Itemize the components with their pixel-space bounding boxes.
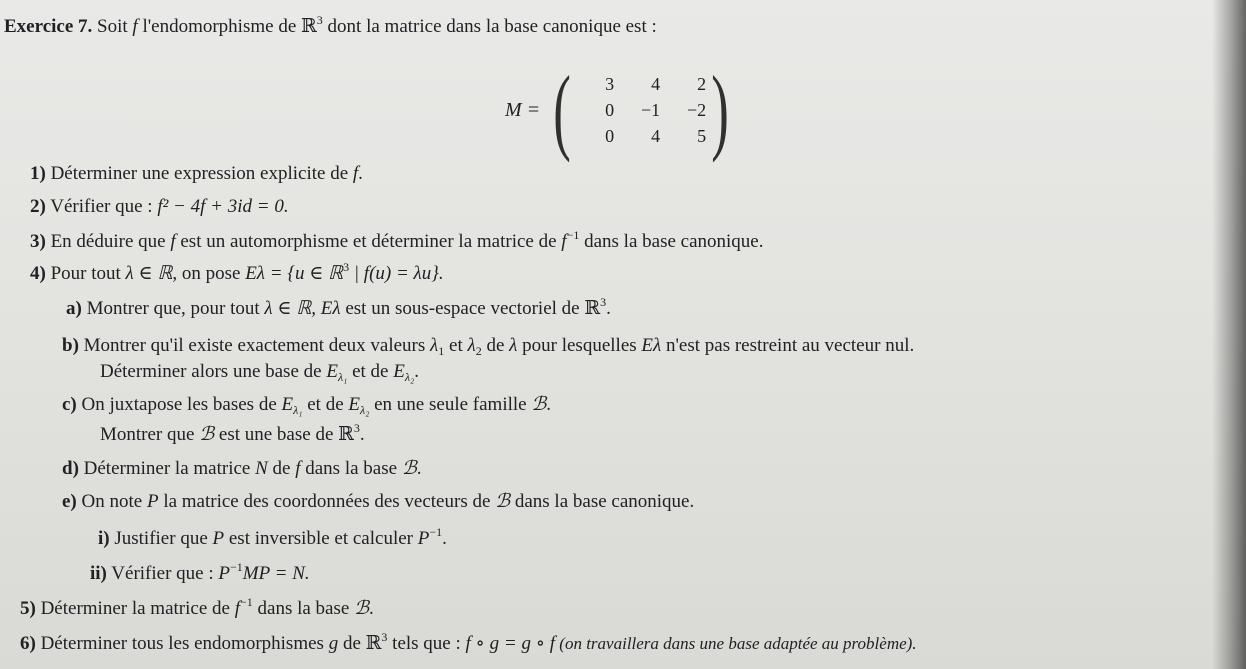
matrix-label: M = <box>505 98 541 121</box>
question-3: 3) En déduire que f est un automorphisme et déterminer la matrice de $f^{-1}$ dans la base canonique. <box>30 228 764 252</box>
question-4b-line2: Déterminer alors une base de $E_{\lambda_1}$ et de $E_{\lambda_2}$. <box>100 361 419 384</box>
question-2: 2) Vérifier que : f² − 4f + 3id = 0. <box>30 196 289 217</box>
question-4b: b) Montrer qu'il existe exactement deux valeurs $\lambda_1$ et $\lambda_2$ de λ pour lesquelles Eλ n'est pas restreint au vecteur nul. <box>62 335 915 358</box>
question-4e-ii: ii) Vérifier que : $P^{-1}MP = N$. <box>90 560 310 584</box>
matrix-row: 0 −1 −2 <box>605 99 707 120</box>
question-4: 4) Pour tout λ ∈ ℝ, on pose Eλ = {u ∈ ℝ$^3$ | f(u) = λu}. <box>30 260 444 284</box>
question-4e-i: i) Justifier que P est inversible et calculer $P^{-1}$. <box>98 525 447 549</box>
page-edge-shadow <box>1212 0 1246 669</box>
left-paren: ( <box>553 56 571 163</box>
matrix-row: 0 4 5 <box>605 125 707 146</box>
question-1: 1) Déterminer une expression explicite de f. <box>30 163 363 184</box>
question-5: 5) Déterminer la matrice de $f^{-1}$ dans la base ℬ. <box>20 595 374 619</box>
question-4a: a) Montrer que, pour tout λ ∈ ℝ, Eλ est un sous-espace vectoriel de ℝ$^3$. <box>66 295 611 319</box>
matrix-table <box>572 71 710 149</box>
question-4c: c) On juxtapose les bases de $E_{\lambda_1}$ et de $E_{\lambda_2}$ en une seule famille ℬ. <box>62 394 552 417</box>
question-4d: d) Déterminer la matrice N de f dans la base ℬ. <box>62 458 422 479</box>
question-4e: e) On note P la matrice des coordonnées des vecteurs de ℬ dans la base canonique. <box>62 491 695 512</box>
right-paren: ) <box>711 56 729 163</box>
exercise-header: Exercice 7. Soit f l'endomorphisme de ℝ$^3$ dont la matrice dans la base canonique est : <box>4 13 657 37</box>
question-4c-line2: Montrer que ℬ est une base de ℝ$^3$. <box>100 421 365 445</box>
question-6: 6) Déterminer tous les endomorphismes g de ℝ$^3$ tels que : f ∘ g = g ∘ f (on travaillera dans une base adaptée au problème). <box>20 630 917 654</box>
matrix-row: 3 4 2 <box>605 73 707 94</box>
matrix-m <box>505 56 736 163</box>
